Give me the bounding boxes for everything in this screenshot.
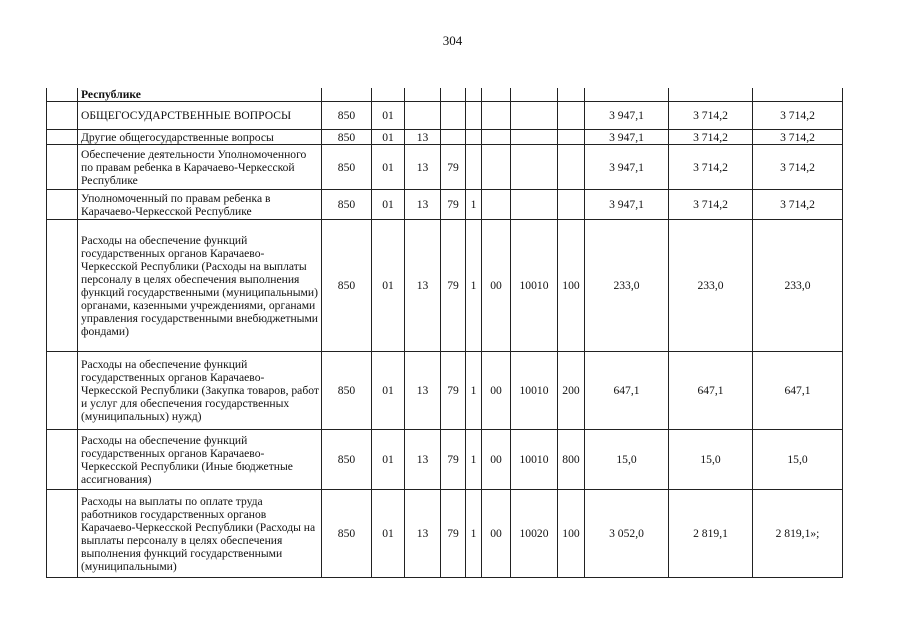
sum1-cell: [585, 88, 669, 102]
cs3-cell: [482, 102, 511, 130]
cs1-cell: 79: [441, 190, 466, 220]
sum1-cell: 3 052,0: [585, 490, 669, 578]
sum3-cell: 2 819,1»;: [753, 490, 843, 578]
ved-cell: [322, 88, 372, 102]
pr-cell: [405, 102, 441, 130]
sum2-cell: 3 714,2: [669, 145, 753, 190]
cs3-cell: 00: [482, 352, 511, 430]
sum2-cell: 3 714,2: [669, 130, 753, 145]
ved-cell: 850: [322, 220, 372, 352]
table-row: [47, 490, 843, 578]
num-cell: [47, 88, 78, 102]
name-cell: Республике: [78, 88, 322, 102]
cs4-cell: 10010: [511, 220, 558, 352]
sum1-cell: 3 947,1: [585, 102, 669, 130]
rz-cell: 01: [372, 190, 405, 220]
rz-cell: 01: [372, 490, 405, 578]
name-cell: Расходы на обеспечение функций государственных органов Карачаево-Черкесской Республики (Закупка товаров, работ и услуг для обеспечения государственных (муниципальных) нужд): [78, 352, 322, 430]
cs1-cell: [441, 88, 466, 102]
cs1-cell: 79: [441, 145, 466, 190]
sum1-cell: 15,0: [585, 430, 669, 490]
ved-cell: 850: [322, 145, 372, 190]
name-cell: Обеспечение деятельности Уполномоченного по правам ребенка в Карачаево-Черкесской Республике: [78, 145, 322, 190]
rz-cell: 01: [372, 430, 405, 490]
sum3-cell: 233,0: [753, 220, 843, 352]
table-row: [47, 102, 843, 130]
cs1-cell: 79: [441, 220, 466, 352]
table-row: [47, 220, 843, 352]
cs2-cell: 1: [466, 220, 482, 352]
pr-cell: 13: [405, 190, 441, 220]
vr-cell: 800: [558, 430, 585, 490]
cs4-cell: [511, 190, 558, 220]
sum2-cell: [669, 88, 753, 102]
pr-cell: 13: [405, 490, 441, 578]
table-row: [47, 430, 843, 490]
rz-cell: 01: [372, 352, 405, 430]
sum3-cell: 3 714,2: [753, 145, 843, 190]
rz-cell: [372, 88, 405, 102]
pr-cell: 13: [405, 430, 441, 490]
ved-cell: 850: [322, 130, 372, 145]
sum2-cell: 647,1: [669, 352, 753, 430]
pr-cell: [405, 88, 441, 102]
name-cell: ОБЩЕГОСУДАРСТВЕННЫЕ ВОПРОСЫ: [78, 102, 322, 130]
rz-cell: 01: [372, 130, 405, 145]
name-cell: Другие общегосударственные вопросы: [78, 130, 322, 145]
table-row: [47, 352, 843, 430]
sum3-cell: [753, 88, 843, 102]
vr-cell: 100: [558, 220, 585, 352]
cs2-cell: [466, 102, 482, 130]
cs4-cell: [511, 102, 558, 130]
num-cell: [47, 490, 78, 578]
sum2-cell: 3 714,2: [669, 190, 753, 220]
rz-cell: 01: [372, 145, 405, 190]
cs3-cell: 00: [482, 220, 511, 352]
rz-cell: 01: [372, 220, 405, 352]
cs1-cell: [441, 130, 466, 145]
cs2-cell: 1: [466, 190, 482, 220]
vr-cell: 200: [558, 352, 585, 430]
cs4-cell: [511, 145, 558, 190]
ved-cell: 850: [322, 102, 372, 130]
sum3-cell: 647,1: [753, 352, 843, 430]
num-cell: [47, 190, 78, 220]
cs3-cell: [482, 190, 511, 220]
cs4-cell: 10020: [511, 490, 558, 578]
table-row: [47, 88, 843, 102]
ved-cell: 850: [322, 352, 372, 430]
vr-cell: [558, 190, 585, 220]
cs1-cell: 79: [441, 352, 466, 430]
name-cell: Расходы на обеспечение функций государственных органов Карачаево-Черкесской Республики (Иные бюджетные ассигнования): [78, 430, 322, 490]
cs2-cell: [466, 130, 482, 145]
sum1-cell: 3 947,1: [585, 130, 669, 145]
vr-cell: [558, 88, 585, 102]
cs1-cell: 79: [441, 430, 466, 490]
num-cell: [47, 220, 78, 352]
ved-cell: 850: [322, 490, 372, 578]
sum2-cell: 15,0: [669, 430, 753, 490]
cs1-cell: [441, 102, 466, 130]
cs4-cell: [511, 88, 558, 102]
sum3-cell: 3 714,2: [753, 130, 843, 145]
cs4-cell: 10010: [511, 430, 558, 490]
budget-table: [46, 88, 843, 578]
cs3-cell: [482, 88, 511, 102]
cs2-cell: [466, 145, 482, 190]
ved-cell: 850: [322, 430, 372, 490]
num-cell: [47, 352, 78, 430]
cs1-cell: 79: [441, 490, 466, 578]
table-row: [47, 145, 843, 190]
sum3-cell: 3 714,2: [753, 102, 843, 130]
cs2-cell: [466, 88, 482, 102]
pr-cell: 13: [405, 145, 441, 190]
vr-cell: [558, 145, 585, 190]
num-cell: [47, 130, 78, 145]
vr-cell: 100: [558, 490, 585, 578]
cs3-cell: [482, 130, 511, 145]
pr-cell: 13: [405, 130, 441, 145]
pr-cell: 13: [405, 220, 441, 352]
cs2-cell: 1: [466, 490, 482, 578]
cs4-cell: [511, 130, 558, 145]
sum2-cell: 2 819,1: [669, 490, 753, 578]
rz-cell: 01: [372, 102, 405, 130]
sum1-cell: 233,0: [585, 220, 669, 352]
vr-cell: [558, 102, 585, 130]
sum3-cell: 15,0: [753, 430, 843, 490]
cs2-cell: 1: [466, 352, 482, 430]
sum1-cell: 647,1: [585, 352, 669, 430]
name-cell: Уполномоченный по правам ребенка в Карачаево-Черкесской Республике: [78, 190, 322, 220]
sum1-cell: 3 947,1: [585, 145, 669, 190]
cs3-cell: 00: [482, 490, 511, 578]
cs2-cell: 1: [466, 430, 482, 490]
sum2-cell: 233,0: [669, 220, 753, 352]
num-cell: [47, 102, 78, 130]
name-cell: Расходы на выплаты по оплате труда работников государственных органов Карачаево-Черкесской Республики (Расходы на выплаты персоналу в целях обеспечения выполнения функций государственными (муниципальными): [78, 490, 322, 578]
cs3-cell: 00: [482, 430, 511, 490]
sum2-cell: 3 714,2: [669, 102, 753, 130]
num-cell: [47, 145, 78, 190]
vr-cell: [558, 130, 585, 145]
page-number: 304: [442, 33, 463, 48]
cs3-cell: [482, 145, 511, 190]
sum1-cell: 3 947,1: [585, 190, 669, 220]
cs4-cell: 10010: [511, 352, 558, 430]
sum3-cell: 3 714,2: [753, 190, 843, 220]
ved-cell: 850: [322, 190, 372, 220]
table-row: [47, 190, 843, 220]
table-row: [47, 130, 843, 145]
pr-cell: 13: [405, 352, 441, 430]
num-cell: [47, 430, 78, 490]
name-cell: Расходы на обеспечение функций государственных органов Карачаево-Черкесской Республики (Расходы на выплаты персоналу в целях обеспечения выполнения функций государственными (муниципальными) органами, казенными учреждениями, органами управления государственными внебюджетными фондами): [78, 220, 322, 352]
